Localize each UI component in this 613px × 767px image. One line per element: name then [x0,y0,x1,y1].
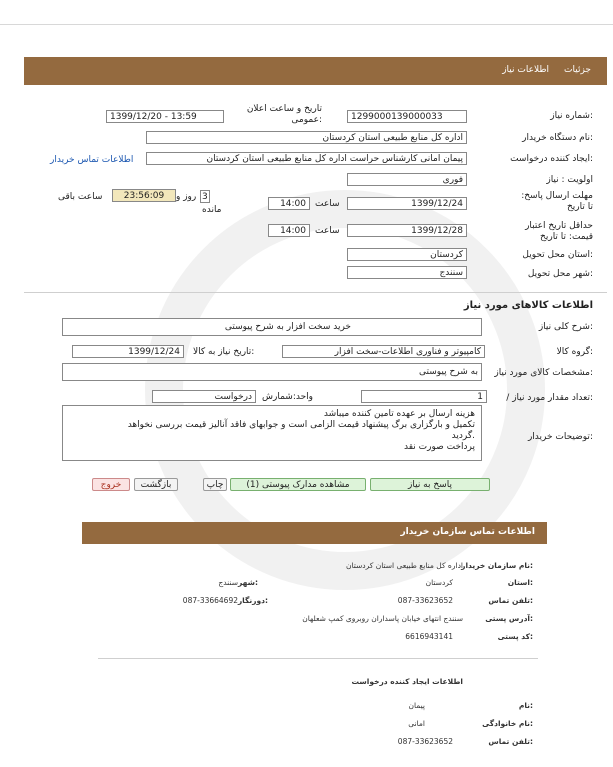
contact-section-header [82,522,547,544]
contact-phone-label: تلفن تماس: [488,596,533,605]
contact-org-value: اداره کل منابع طبیعی استان کردستان [345,561,463,570]
contact-province-label: استان: [507,578,533,587]
reply-date-field: 1399/12/24 [347,197,467,210]
summary-field: خرید سخت افزار به شرح پیوستی [62,318,482,336]
creator-last-name-label: نام خانوادگی: [482,719,533,728]
contact-org-label: نام سازمان خریدار: [461,561,533,570]
notes-line-1: هزینه ارسال بر عهده تامین کننده میباشد [323,409,475,419]
attachments-button[interactable]: مشاهده مدارک پیوستی (1) [230,478,366,491]
qty-label: / تعداد مقدار مورد نیاز: [506,393,593,403]
qty-field: 1 [361,390,487,403]
contact-fax-label: دورنگار: [237,596,268,605]
buyer-org-field: اداره کل منابع طبیعی استان کردستان [146,131,467,144]
group-field: کامپیوتر و فناوری اطلاعات-سخت افزار [282,345,485,358]
creator-phone-value: 087-33623652 [397,737,453,746]
price-validity-label: حداقل تاریخ اعتبار قیمت: تا تاریخ [525,221,593,242]
contact-city-value: سنندج [218,578,238,587]
page-header [24,57,607,85]
spec-label: مشخصات کالای مورد نیاز: [494,368,593,378]
price-time-field: 14:00 [268,224,310,237]
print-button[interactable]: چاپ [203,478,227,491]
reply-time-label: ساعت [315,199,340,209]
days-field: 3 [200,190,210,203]
notes-line-3: .گردید [451,431,475,441]
contact-postal-value: 6616943141 [405,632,453,641]
creator-phone-label: تلفن تماس: [488,737,533,746]
contact-divider [98,658,538,659]
section-divider [24,292,607,293]
need-date-field: 1399/12/24 [72,345,184,358]
notes-field [62,405,482,461]
breadcrumb-need-info[interactable]: اطلاعات نیاز [502,65,549,75]
top-divider [0,24,613,25]
notes-line-2: تکمیل و بارگزاری برگ پیشنهاد قیمت الزامی است و جوابهای فاقد آنالیز قیمت بررسی نخواهد [127,420,475,430]
summary-label: شرح کلی نیاز: [538,322,593,332]
contact-city-label: شهر: [238,578,258,587]
remaining-suffix-label: مانده [202,205,222,215]
city-label: شهر محل تحویل: [527,269,593,279]
back-button[interactable]: بازگشت [134,478,178,491]
creator-last-name-value: امانی [408,719,425,728]
price-date-field: 1399/12/28 [347,224,467,237]
breadcrumb-details[interactable]: جزئیات [564,65,591,75]
reply-time-field: 14:00 [268,197,310,210]
buyer-org-label: نام دستگاه خریدار: [522,133,593,143]
creator-field: پیمان امانی کارشناس حراست اداره کل منابع طبیعی استان کردستان [146,152,467,165]
contact-province-value: کردستان [425,578,453,587]
contact-phone-value: 087-33623652 [397,596,453,605]
exit-button[interactable]: خروج [92,478,130,491]
goods-section-title: اطلاعات کالاهای مورد نیاز [463,300,593,311]
priority-field: فوری [347,173,467,186]
notes-label: توضیحات خریدار: [527,432,593,442]
contact-postal-label: کد پستی: [497,632,533,641]
creator-first-name-label: نام: [518,701,533,710]
need-date-label: تاریخ نیاز به کالا: [193,347,255,357]
contact-address-label: آدرس پستی: [485,614,533,623]
priority-label: اولویت : نیاز [546,175,593,185]
group-label: گروه کالا: [556,347,593,357]
contact-section-title: اطلاعات تماس سازمان خریدار [400,527,535,537]
reply-deadline-label: مهلت ارسال پاسخ: تا تاریخ [521,191,593,212]
contact-fax-value: 087-33664692 [182,596,238,605]
reply-button[interactable]: پاسخ به نیاز [370,478,490,491]
remaining-label: ساعت باقی [58,192,103,202]
notes-line-4: پرداخت صورت نقد [404,442,475,452]
announce-field: 1399/12/20 - 13:59 [106,110,224,123]
announce-label: تاریخ و ساعت اعلان عمومی: [246,104,322,125]
province-label: استان محل تحویل: [522,250,593,260]
contact-address-value: سنندج انتهای خیابان پاسداران روبروی کمپ شعلهان [302,614,463,623]
city-field: سنندج [347,266,467,279]
unit-field: درخواست [152,390,256,403]
remaining-time-field: 23:56:09 [112,189,176,202]
days-label: روز و [176,192,197,202]
price-time-label: ساعت [315,226,340,236]
need-number-field: 1299000139000033 [347,110,467,123]
need-number-label: شماره نیاز: [550,111,593,121]
province-field: کردستان [347,248,467,261]
creator-first-name-value: پیمان [408,701,425,710]
creator-section-title: اطلاعات ایجاد کننده درخواست [351,677,463,686]
unit-label: واحد:شمارش [262,392,313,402]
spec-field: به شرح پیوستی [62,363,482,381]
creator-label: ایجاد کننده درخواست: [510,154,593,164]
buyer-contact-link[interactable]: اطلاعات تماس خریدار [50,155,134,165]
